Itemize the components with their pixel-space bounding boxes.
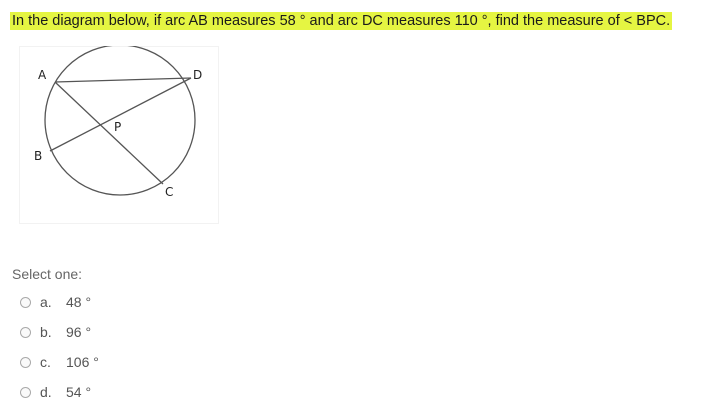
option-letter: a.	[40, 294, 52, 310]
label-b: B	[34, 149, 43, 163]
option-a[interactable]	[20, 287, 99, 317]
chord-bd	[50, 78, 191, 151]
option-letter: c.	[40, 354, 51, 370]
radio-button-icon[interactable]	[20, 357, 31, 368]
circle-diagram-svg	[19, 46, 219, 224]
option-text: 54 °	[66, 384, 92, 400]
option-b[interactable]	[20, 317, 99, 347]
circle-diagram	[19, 46, 219, 224]
select-one-label: Select one:	[12, 266, 83, 282]
option-c[interactable]	[20, 347, 99, 377]
option-text: 48 °	[66, 294, 92, 310]
radio-button-icon[interactable]	[20, 387, 31, 398]
label-p: P	[114, 120, 122, 134]
chord-ad	[55, 78, 191, 82]
chord-ac	[55, 82, 163, 184]
question-text: In the diagram below, if arc AB measures 58 ° and arc DC measures 110 °, find the measure of < BPC.	[12, 13, 671, 29]
option-letter: d.	[40, 384, 52, 400]
label-c: C	[165, 185, 174, 199]
option-text: 106 °	[66, 354, 99, 370]
label-a: A	[38, 68, 47, 82]
option-text: 96 °	[66, 324, 92, 340]
question-text-container	[10, 10, 672, 32]
option-d[interactable]	[20, 377, 99, 403]
label-d: D	[193, 68, 203, 82]
option-letter: b.	[40, 324, 52, 340]
radio-button-icon[interactable]	[20, 297, 31, 308]
answer-options	[20, 287, 99, 403]
radio-button-icon[interactable]	[20, 327, 31, 338]
